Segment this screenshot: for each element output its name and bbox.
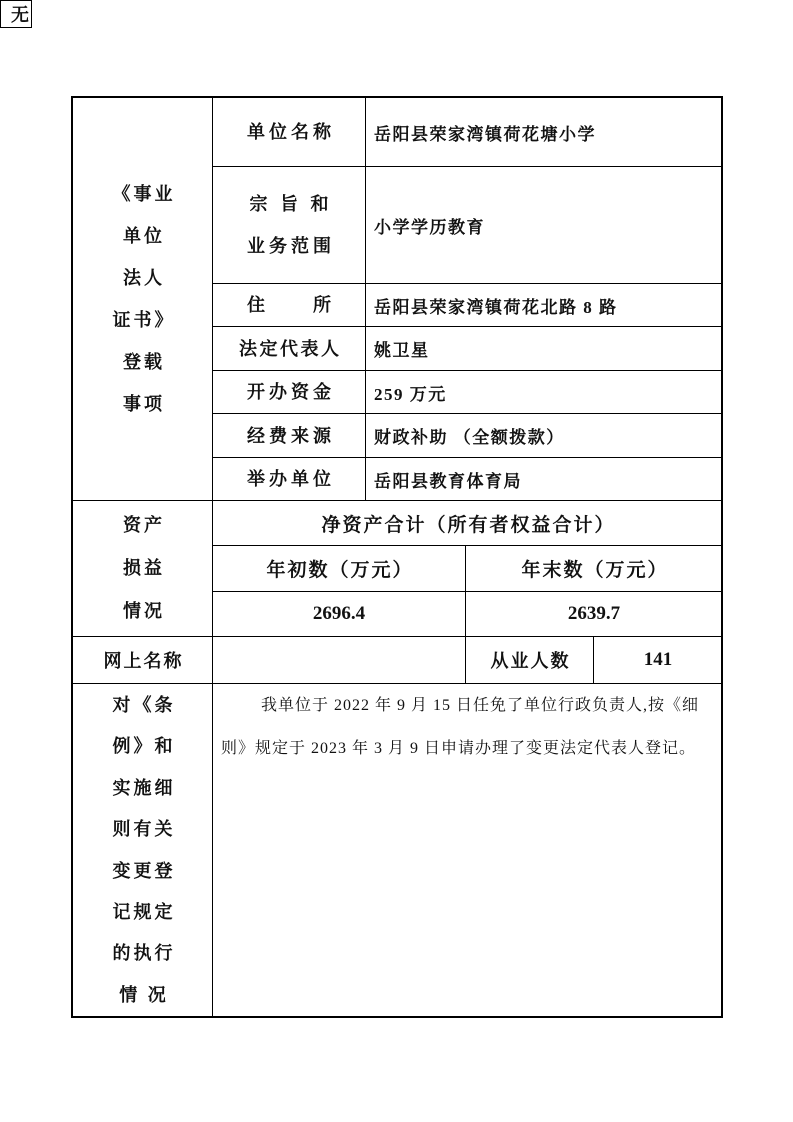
funding-source-value: 财政补助 （全额拨款） [374, 428, 565, 447]
purpose-scope-value: 小学学历教育 [374, 217, 485, 237]
begin-of-year-label: 年初数（万元） [266, 560, 414, 581]
purpose-scope-label-line: 宗 旨 和 [249, 194, 333, 214]
assets-section-label [72, 500, 213, 637]
net-assets-header: 净资产合计（所有者权益合计） [321, 514, 616, 536]
net-assets-header-cell [212, 500, 723, 546]
begin-of-year-value: 2696.4 [312, 603, 366, 624]
registration-section-label-line: 《事业 [112, 184, 176, 204]
compliance-section-label-line: 的执行 [112, 943, 176, 964]
sponsor-label: 举办单位 [247, 469, 335, 489]
capital-label-cell [212, 370, 366, 414]
staff-count-label: 从业人数 [490, 651, 571, 671]
compliance-section-label-line: 对《条 [112, 694, 176, 715]
registration-section-label-line: 事项 [123, 394, 165, 414]
funding-source-label-cell [212, 413, 366, 458]
sponsor-value: 岳阳县教育体育局 [374, 471, 522, 491]
assets-section-label-line: 损益 [123, 558, 165, 578]
legal-rep-label-cell [212, 326, 366, 371]
unit-name-value: 岳阳县荣家湾镇荷花塘小学 [374, 124, 596, 144]
capital-value: 259 万元 [374, 384, 447, 404]
purpose-scope-value-cell [365, 166, 723, 284]
address-label-cell [212, 283, 366, 327]
staff-count-label-cell [465, 636, 594, 684]
capital-label: 开办资金 [247, 382, 335, 402]
online-name-value: 无 [11, 5, 31, 25]
compliance-section-label-line: 情 况 [119, 984, 169, 1005]
registration-section-label-line: 单位 [123, 226, 165, 246]
end-of-year-label-cell [465, 545, 723, 592]
compliance-section-label [72, 683, 213, 1018]
unit-name-value-cell [365, 97, 723, 167]
address-label: 住 所 [247, 295, 335, 315]
compliance-section-label-line: 记规定 [112, 901, 176, 922]
address-value: 岳阳县荣家湾镇荷花北路 8 路 [374, 297, 618, 317]
begin-of-year-label-cell [212, 545, 466, 592]
registration-section-label-line: 法人 [123, 268, 165, 288]
legal-rep-value-cell [365, 326, 723, 371]
online-name-label-cell [72, 636, 213, 684]
purpose-scope-label-cell [212, 166, 366, 284]
sponsor-value-cell [365, 457, 723, 501]
legal-rep-value: 姚卫星 [374, 341, 430, 360]
registration-section-label-line: 登载 [123, 352, 165, 372]
address-value-cell [365, 283, 723, 327]
assets-section-label-line: 资产 [123, 515, 165, 535]
assets-section-label-line: 情况 [123, 601, 165, 621]
unit-name-label-cell [212, 97, 366, 167]
end-of-year-label: 年末数（万元） [521, 560, 669, 581]
registration-section-label-line: 证书》 [112, 310, 176, 330]
staff-count-value: 141 [643, 649, 673, 670]
funding-source-value-cell [365, 413, 723, 458]
funding-source-label: 经费来源 [247, 425, 335, 446]
unit-name-label: 单位名称 [247, 122, 335, 142]
capital-value-cell [365, 370, 723, 414]
registration-section-label [72, 97, 213, 501]
staff-count-value-cell [593, 636, 723, 684]
compliance-description-cell [212, 683, 723, 1018]
legal-rep-label: 法定代表人 [239, 338, 342, 359]
compliance-section-label-line: 实施细 [112, 777, 176, 798]
compliance-section-label-line: 变更登 [112, 860, 176, 881]
begin-of-year-value-cell [212, 591, 466, 637]
compliance-description-line: 则》规定于 2023 年 3 月 9 日申请办理了变更法定代表人登记。 [221, 740, 697, 757]
end-of-year-value: 2639.7 [567, 603, 621, 624]
compliance-section-label-line: 则有关 [112, 819, 176, 840]
compliance-description-line: 我单位于 2022 年 9 月 15 日任免了单位行政负责人,按《细 [261, 697, 700, 714]
compliance-section-label-line: 例》和 [112, 736, 176, 757]
purpose-scope-label-line: 业务范围 [247, 236, 335, 256]
end-of-year-value-cell [465, 591, 723, 637]
online-name-value-cell [0, 0, 32, 28]
sponsor-label-cell [212, 457, 366, 501]
online-name-label: 网上名称 [103, 651, 184, 671]
